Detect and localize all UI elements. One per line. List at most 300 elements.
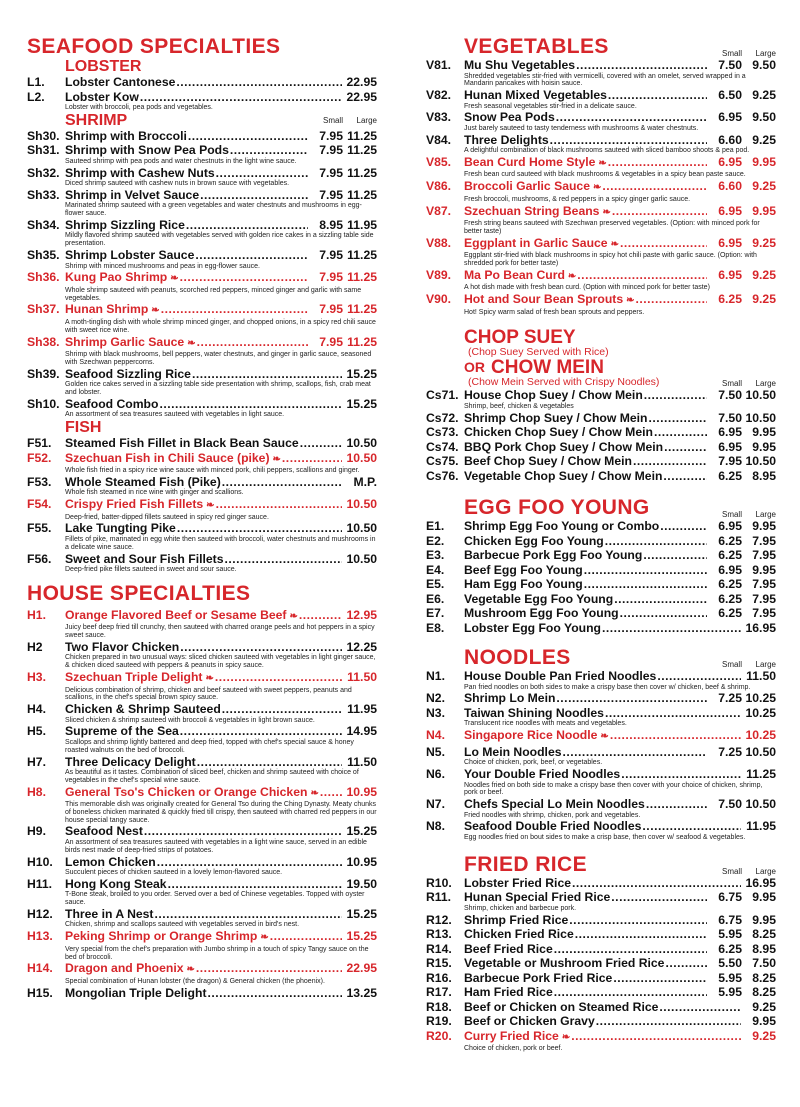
item-name: Barbecue Pork Fried Rice — [464, 970, 613, 985]
item-code: F53. — [27, 474, 52, 489]
item-code: R17. — [426, 985, 452, 1000]
menu-item — [426, 440, 776, 455]
dot-leader — [177, 521, 342, 536]
menu-item — [426, 728, 776, 745]
menu-item-row — [426, 179, 776, 196]
item-description: Deep-fried pike fillets sauteed in sweet and sour sauce. — [65, 566, 237, 574]
item-code: Sh38. — [27, 334, 60, 349]
price-large: 7.95 — [752, 548, 776, 563]
menu-item — [426, 292, 776, 316]
item-code: N1. — [426, 669, 445, 684]
price-large: 16.95 — [745, 620, 776, 635]
price-large: 10.95 — [346, 854, 377, 869]
menu-item — [426, 469, 776, 484]
item-code: E7. — [426, 606, 445, 621]
item-name: Lobster Kow — [65, 89, 139, 104]
item-description: Scallops and shrimp lightly battered and deep fried, topped with chef's special sauce & honey roasted walnuts on the bed of broccoli. — [65, 738, 354, 754]
hot-pepper-icon: ❧ — [205, 673, 214, 685]
price-small: 6.50 — [718, 88, 742, 103]
menu-item-row — [27, 961, 377, 978]
item-code: Sh34. — [27, 217, 60, 232]
item-name: Mu Shu Vegetables — [464, 58, 576, 72]
item-code: L2. — [27, 89, 45, 104]
item-name: Bean Curd Home Style — [464, 154, 596, 169]
chop-suey-subtitle: (Chop Suey Served with Rice) — [468, 346, 609, 359]
dot-leader — [596, 1014, 741, 1029]
item-description: This memorable dish was originally created for General Tso during the Ching Dynasty. Meaty chunks of boneless chicken marinated & quickly fried till crispy, then sauteed with charred red peppers in our house special tangy sauce. — [65, 801, 377, 824]
price-small: 6.25 — [718, 606, 742, 621]
menu-item-row — [426, 155, 776, 172]
chow-mein-subtitle: (Chow Mein Served with Crispy Noodles) — [468, 376, 660, 389]
menu-item-row — [426, 669, 776, 684]
price-large: 10.25 — [745, 691, 776, 706]
menu-item-row — [27, 367, 377, 382]
item-name: Beef Fried Rice — [464, 941, 553, 956]
price-small: 8.95 — [319, 217, 343, 232]
price-large: 10.50 — [745, 454, 776, 469]
menu-item-row — [27, 436, 377, 451]
dot-leader — [230, 143, 308, 158]
menu-item — [426, 268, 776, 292]
menu-item — [426, 745, 776, 767]
item-description: Pan fried noodles on both sides to make a crispy base then cover w/ chicken, beef & shrimp. — [464, 683, 751, 691]
dot-leader — [657, 669, 741, 684]
dot-leader — [196, 961, 342, 976]
price-large: 11.95 — [347, 217, 377, 232]
item-code: Cs76. — [426, 468, 459, 483]
item-name: Vegetable or Mushroom Fried Rice — [464, 956, 665, 971]
price-large: 11.50 — [347, 754, 377, 769]
price-large: 11.50 — [347, 670, 377, 685]
item-description: A delightful combination of black mushrooms sauteed with sliced bamboo shoots & pea pod. — [464, 147, 750, 155]
item-name: Hunan Shrimp — [65, 302, 149, 317]
dot-leader — [665, 956, 707, 971]
dot-leader — [613, 971, 707, 986]
price-small: 6.95 — [718, 519, 742, 534]
dot-leader — [270, 929, 342, 944]
menu-item-row — [27, 166, 377, 181]
price-small: 7.95 — [319, 143, 343, 158]
item-name: Shrimp Fried Rice — [464, 912, 569, 927]
hot-pepper-icon: ❧ — [567, 270, 577, 282]
item-name: Shrimp Garlic Sauce — [65, 334, 185, 349]
price-large: 10.50 — [745, 388, 776, 403]
noodles-header: NOODLES Small Large — [426, 647, 776, 669]
menu-item — [426, 927, 776, 942]
menu-item — [27, 188, 377, 218]
menu-item — [426, 577, 776, 592]
seafood-title: SEAFOOD SPECIALTIES — [27, 35, 281, 58]
price-large: M.P. — [353, 474, 377, 489]
item-name: Lobster Cantonese — [65, 75, 176, 89]
menu-item-row — [426, 819, 776, 834]
item-description: Shredded vegetables stir-fried with vermicelli, covered with an omelet, served wrapped in a Mandarin pancakes with hoisin sauce. — [464, 72, 746, 88]
item-name: Shrimp Sizzling Rice — [65, 217, 185, 232]
hot-pepper-icon: ❧ — [602, 206, 611, 218]
price-small: 7.95 — [319, 302, 343, 317]
fried-rice-title: FRIED RICE — [464, 852, 588, 876]
item-name: Shrimp in Velvet Sauce — [65, 187, 200, 202]
item-name: Whole Steamed Fish (Pike) — [65, 474, 221, 489]
menu-item — [27, 302, 377, 334]
menu-item-row — [426, 1014, 776, 1029]
item-description: Diced shrimp sauteed with cashew nuts in brown sauce with vegetables. — [65, 180, 290, 188]
menu-item-row — [426, 534, 776, 549]
menu-item — [27, 724, 377, 754]
price-large: 8.95 — [752, 468, 776, 483]
dot-leader — [550, 133, 707, 148]
price-large: 9.25 — [752, 292, 776, 307]
price-small: 6.25 — [718, 577, 742, 592]
item-description: Lobster with broccoli, pea pods and vegetables. — [65, 104, 213, 111]
dot-leader — [157, 855, 342, 870]
menu-item — [27, 248, 377, 270]
item-code: V90. — [426, 292, 452, 307]
item-name: Beef or Chicken on Steamed Rice — [464, 999, 659, 1014]
menu-item — [426, 548, 776, 563]
item-code: H12. — [27, 906, 53, 921]
menu-item-row — [27, 986, 377, 1001]
item-description: Sauteed shrimp with pea pods and water chestnuts in the light wine sauce. — [65, 157, 297, 165]
hot-pepper-icon: ❧ — [289, 610, 298, 622]
item-code: H7. — [27, 754, 46, 769]
price-small: 6.25 — [718, 941, 742, 956]
menu-item-row — [426, 706, 776, 721]
menu-item-row — [27, 475, 377, 490]
dot-leader — [663, 469, 707, 484]
item-description: Special combination of Hunan lobster (the dragon) & General chicken (the phoenix). — [65, 977, 325, 985]
item-description: Juicy beef deep fried till crunchy, then sauteed with charred orange peels and hot peppers in a spicy sweet sauce. — [65, 624, 375, 640]
item-code: R15. — [426, 956, 452, 971]
item-code: R16. — [426, 970, 452, 985]
price-small: 6.95 — [718, 110, 742, 125]
price-small: 6.25 — [718, 292, 742, 307]
item-name: Lobster Egg Foo Young — [464, 620, 601, 635]
price-large: 12.95 — [346, 607, 377, 622]
dot-leader — [643, 548, 707, 563]
item-name: Szechuan Fish in Chili Sauce (pike) — [65, 450, 270, 465]
menu-item — [426, 876, 776, 891]
item-description: Delicious combination of shrimp, chicken and beef sauteed with sweet peppers, peanuts and scallions, in the chef's special brown spicy sauce. — [65, 686, 352, 702]
dot-leader — [584, 563, 707, 578]
item-code: Sh39. — [27, 366, 60, 381]
menu-item-row — [426, 563, 776, 578]
menu-item-row — [426, 204, 776, 221]
item-name: Chicken Fried Rice — [464, 927, 574, 942]
item-code: R20. — [426, 1028, 452, 1043]
dot-leader — [577, 268, 707, 283]
price-large: 15.25 — [346, 366, 377, 381]
price-large: 9.95 — [752, 912, 776, 927]
dot-leader — [584, 577, 707, 592]
item-code: R19. — [426, 1014, 452, 1029]
menu-item — [426, 425, 776, 440]
price-large: 11.25 — [347, 165, 377, 180]
menu-item — [27, 270, 377, 302]
menu-item — [27, 397, 377, 419]
menu-item-row — [27, 129, 377, 144]
dot-leader — [140, 90, 342, 105]
menu-item-row — [426, 425, 776, 440]
item-code: H3. — [27, 670, 46, 685]
menu-item-row — [426, 985, 776, 1000]
menu-item — [426, 606, 776, 621]
price-small: 7.50 — [718, 797, 742, 812]
menu-item — [426, 621, 776, 636]
price-large: 10.50 — [346, 551, 377, 566]
item-description: Whole shrimp sauteed with peanuts, scorched red peppers, minced ginger and garlic with same vegetables. — [65, 286, 362, 302]
menu-item-row — [426, 728, 776, 745]
chop-suey-list — [426, 388, 776, 483]
item-description: As beautiful as it tastes. Combination of sliced beef, chicken and shrimp sauteed with choice of vegetables in the chef's special wine sauce. — [65, 769, 359, 784]
item-name: Ma Po Bean Curd — [464, 267, 565, 282]
menu-item — [426, 956, 776, 971]
item-description: Succulent pieces of chicken sauteed in a lovely lemon-flavored sauce. — [65, 869, 283, 877]
price-small: 6.75 — [718, 912, 742, 927]
menu-item-row — [426, 745, 776, 760]
item-description: Very special from the chef's preparation with Jumbo shrimp in a touch of spicy Tangy sauce on the bed of broccoli. — [65, 945, 369, 961]
dot-leader — [200, 188, 308, 203]
item-name: Shrimp with Snow Pea Pods — [65, 143, 229, 158]
shrimp-heading: SHRIMP Small Large — [65, 111, 377, 129]
item-code: Cs72. — [426, 410, 459, 425]
item-code: Cs71. — [426, 388, 459, 403]
hot-pepper-icon: ❧ — [593, 182, 602, 194]
vegetables-header: VEGETABLES Small Large — [426, 36, 776, 58]
item-description: Sliced chicken & shrimp sauteed with broccoli & vegetables in light brown sauce. — [65, 716, 315, 724]
menu-item-row — [27, 143, 377, 158]
menu-item — [426, 236, 776, 268]
menu-item-row — [27, 218, 377, 233]
dot-leader — [660, 519, 707, 534]
item-description: Golden rice cakes served in a sizzling table side presentation with shrimp, scallops, fish, crab meat and lobster. — [65, 381, 371, 396]
item-name: Seafood Sizzling Rice — [65, 366, 191, 381]
chow-mein-title-row — [464, 358, 776, 377]
price-small: 7.95 — [319, 128, 343, 143]
item-code: Sh33. — [27, 187, 60, 202]
price-large: 10.25 — [745, 705, 776, 720]
item-name: Taiwan Shining Noodles — [464, 705, 604, 720]
hot-pepper-icon: ❧ — [598, 157, 607, 169]
item-description: Shrimp, beef, chicken & vegetables — [464, 402, 574, 410]
price-large: 19.50 — [346, 876, 377, 891]
item-name: Hot and Sour Bean Sprouts — [464, 292, 624, 307]
menu-item — [27, 475, 377, 497]
item-code: F54. — [27, 497, 52, 512]
price-large: 7.95 — [752, 591, 776, 606]
item-name: Hong Kong Steak — [65, 876, 167, 891]
menu-item-row — [27, 335, 377, 352]
item-name: Orange Flavored Beef or Sesame Beef — [65, 607, 287, 622]
dot-leader — [155, 907, 343, 922]
menu-item-row — [426, 1029, 776, 1046]
house-title: HOUSE SPECIALTIES — [27, 581, 251, 605]
dot-leader — [282, 451, 342, 466]
price-large: 15.25 — [346, 824, 377, 839]
menu-item-row — [426, 454, 776, 469]
item-name: Shrimp with Broccoli — [65, 128, 187, 143]
price-small: 5.95 — [718, 970, 742, 985]
price-small: 6.60 — [718, 179, 742, 194]
menu-item — [27, 877, 377, 907]
item-name: Seafood Double Fried Noodles — [464, 819, 642, 834]
item-name: Hunan Mixed Vegetables — [464, 88, 607, 103]
dot-leader — [608, 155, 707, 170]
menu-item-row — [27, 824, 377, 839]
menu-item — [426, 971, 776, 986]
menu-item-row — [426, 268, 776, 285]
item-name: Mushroom Egg Foo Young — [464, 606, 619, 621]
dot-leader — [176, 75, 342, 90]
menu-item — [426, 454, 776, 469]
price-large: 9.95 — [752, 1014, 776, 1029]
menu-item — [27, 907, 377, 929]
item-name: Dragon and Phoenix — [65, 961, 184, 976]
dot-leader — [554, 985, 707, 1000]
menu-item-row — [426, 691, 776, 706]
menu-item-row — [426, 797, 776, 812]
item-description: A moth-tingling dish with whole shrimp minced ginger, and chopped onions, in a spicy red chili sauce with sweet rice wine. — [65, 318, 376, 334]
menu-item-row — [27, 755, 377, 770]
price-large: 15.25 — [346, 396, 377, 411]
dot-leader — [649, 411, 708, 426]
menu-item — [27, 824, 377, 854]
item-code: H11. — [27, 876, 53, 891]
item-description: Egg noodles fried on bout sides to make a crisp base, then cover w/ seafood & vegetables. — [464, 833, 746, 841]
item-code: H1. — [27, 607, 46, 622]
price-small: 7.50 — [718, 388, 742, 403]
item-name: Szechuan Triple Delight — [65, 670, 203, 685]
dot-leader — [646, 797, 707, 812]
price-large: 7.95 — [752, 606, 776, 621]
item-name: Curry Fried Rice — [464, 1028, 559, 1043]
menu-item — [426, 519, 776, 534]
price-large: 8.25 — [752, 985, 776, 1000]
dot-leader — [554, 942, 707, 957]
price-large: 11.25 — [347, 248, 377, 263]
price-small: 7.25 — [718, 691, 742, 706]
price-large: 11.25 — [347, 270, 377, 285]
lobster-heading: LOBSTER — [65, 58, 142, 75]
menu-item — [426, 669, 776, 691]
dot-leader — [300, 436, 342, 451]
item-code: Cs75. — [426, 454, 459, 469]
egg-foo-young-title: EGG FOO YOUNG — [464, 496, 650, 520]
item-code: H5. — [27, 724, 46, 739]
price-large: 9.95 — [752, 439, 776, 454]
vegetables-list — [426, 58, 776, 316]
item-name: Supreme of the Sea — [65, 724, 179, 739]
item-code: R14. — [426, 941, 452, 956]
or-label: OR — [464, 359, 485, 376]
menu-item — [27, 497, 377, 521]
item-description: An assortment of sea treasures sauteed with vegetables in a light wine sauce, served in an edible birds nest made of deep-fried strips of potatoes. — [65, 838, 367, 854]
price-large: 11.95 — [746, 819, 776, 834]
menu-item-row — [27, 75, 377, 90]
menu-item — [27, 670, 377, 702]
item-code: R18. — [426, 999, 452, 1014]
item-description: Translucent rice noodles with meats and vegetables. — [464, 720, 627, 728]
item-code: E5. — [426, 577, 445, 592]
item-description: A hot dish made with fresh bean curd. (Option with minced pork for better taste) — [464, 284, 710, 292]
item-name: Broccoli Garlic Sauce — [464, 179, 590, 194]
menu-item — [426, 1029, 776, 1053]
item-code: H9. — [27, 824, 46, 839]
menu-item-row — [27, 552, 377, 567]
menu-item — [27, 129, 377, 144]
item-code: Sh30. — [27, 128, 60, 143]
item-name: Shrimp Lobster Sauce — [65, 248, 195, 263]
menu-item — [27, 335, 377, 367]
dot-leader — [575, 927, 707, 942]
menu-item-row — [27, 90, 377, 105]
egg-foo-young-header: EGG FOO YOUNG Small Large — [426, 497, 776, 519]
dot-leader — [642, 819, 741, 834]
dot-leader — [180, 724, 342, 739]
item-name: BBQ Pork Chop Suey / Chow Mein — [464, 439, 664, 454]
dot-leader — [571, 1029, 741, 1044]
price-large: 22.95 — [346, 75, 377, 89]
item-code: Sh37. — [27, 302, 60, 317]
item-code: N5. — [426, 744, 445, 759]
menu-item-row — [27, 397, 377, 412]
item-code: V82. — [426, 88, 452, 103]
item-name: Shrimp Lo Mein — [464, 691, 556, 706]
item-code: E4. — [426, 562, 445, 577]
dot-leader — [605, 706, 741, 721]
price-large: 11.50 — [746, 669, 776, 684]
price-large: 9.95 — [752, 890, 776, 905]
item-description: Chicken, shrimp and scallops sauteed with vegetables served in bird's nest. — [65, 921, 300, 929]
price-large: 9.25 — [752, 179, 776, 194]
lobster-list — [27, 75, 377, 112]
dot-leader — [602, 621, 741, 636]
item-description: Deep-fried, batter-dipped fillets sauteed in spicy red ginger sauce. — [65, 513, 269, 521]
price-large: 15.25 — [346, 929, 377, 944]
item-name: Szechuan String Beans — [464, 203, 600, 218]
item-code: Sh31. — [27, 143, 60, 158]
dot-leader — [222, 475, 342, 490]
price-small: 7.95 — [319, 165, 343, 180]
item-name: Beef or Chicken Gravy — [464, 1014, 595, 1029]
egg-foo-young-list — [426, 519, 776, 635]
price-small: 6.95 — [718, 439, 742, 454]
dot-leader — [659, 1000, 741, 1015]
menu-item — [27, 75, 377, 90]
price-small: 6.95 — [718, 235, 742, 250]
item-name: Seafood Nest — [65, 824, 143, 839]
menu-item — [426, 691, 776, 706]
dot-leader — [161, 302, 308, 317]
price-large: 7.95 — [752, 533, 776, 548]
price-small: 6.95 — [718, 267, 742, 282]
menu-item-row — [27, 785, 377, 802]
menu-item-row — [426, 133, 776, 148]
dot-leader — [610, 728, 741, 743]
menu-item-row — [426, 890, 776, 905]
price-large: 8.25 — [752, 970, 776, 985]
menu-item-row — [426, 411, 776, 426]
dot-leader — [644, 388, 707, 403]
shrimp-list — [27, 129, 377, 419]
menu-item — [426, 706, 776, 728]
dot-leader — [186, 218, 308, 233]
price-small: 7.95 — [319, 187, 343, 202]
chop-suey-header: CHOP SUEY (Chop Suey Served with Rice) OR CHOW MEIN (Chow Mein Served with Crispy Noodles) Small Large — [464, 327, 776, 389]
item-description: Whole fish fried in a spicy rice wine sauce with minced pork, chili peppers, scallions and ginger. — [65, 467, 360, 475]
dot-leader — [197, 755, 342, 770]
left-column — [27, 36, 377, 1000]
